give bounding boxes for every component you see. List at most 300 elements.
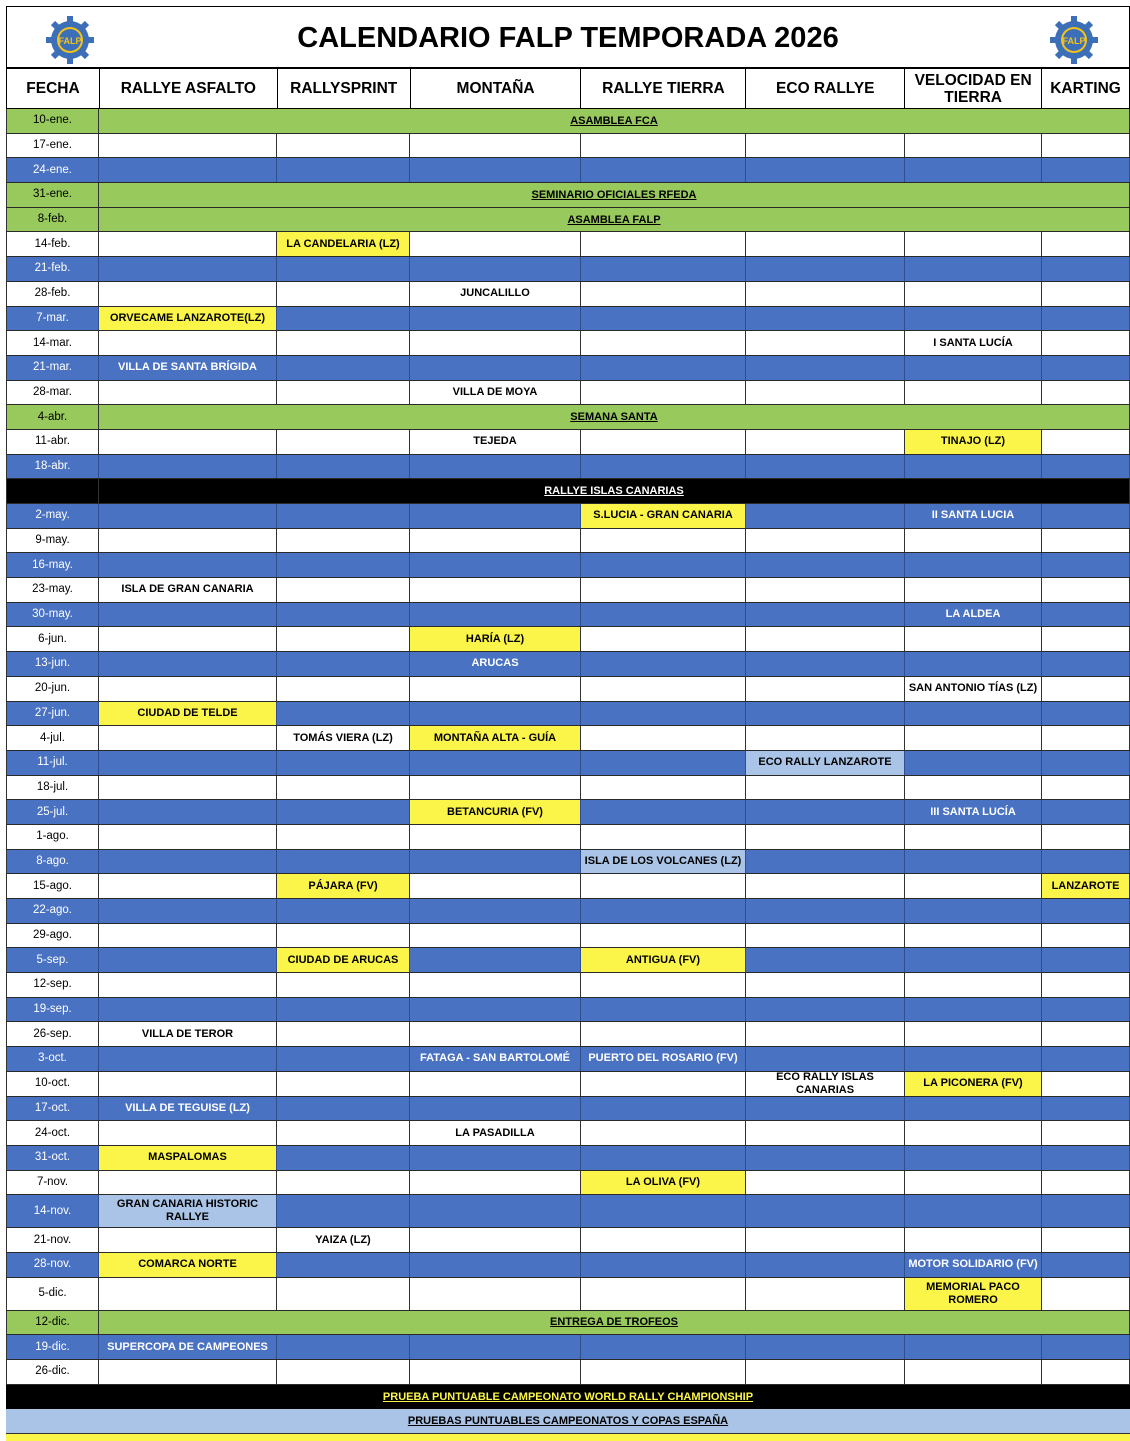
event-cell: [410, 331, 581, 355]
calendar-row: [6, 702, 1130, 727]
event-cell: [581, 1335, 746, 1359]
event-cell: [581, 973, 746, 997]
event-cell: [746, 504, 905, 528]
event-cell: [1042, 726, 1130, 750]
event-cell: TEJEDA: [410, 430, 581, 454]
event-cell: [905, 307, 1042, 331]
event-cell: [277, 677, 410, 701]
event-cell: [410, 1195, 581, 1227]
event-cell: [905, 1047, 1042, 1071]
event-cell: [277, 751, 410, 775]
calendar-row: [6, 1171, 1130, 1196]
event-cell: [746, 1278, 905, 1310]
event-cell: [277, 1146, 410, 1170]
event-cell: [1042, 134, 1130, 158]
event-cell: [905, 1171, 1042, 1195]
event-cell: VILLA DE SANTA BRÍGIDA: [99, 356, 277, 380]
event-cell: [746, 1146, 905, 1170]
row-date: 19-sep.: [6, 998, 99, 1022]
calendar-row: [6, 1228, 1130, 1253]
event-cell: [99, 430, 277, 454]
row-date: 26-dic.: [6, 1360, 99, 1384]
calendar-row: [6, 850, 1130, 875]
event-cell: MEMORIAL PACO ROMERO: [905, 1278, 1042, 1310]
event-cell: [1042, 1335, 1130, 1359]
event-cell: [277, 1278, 410, 1310]
event-cell: [1042, 603, 1130, 627]
event-cell: ECO RALLY LANZAROTE: [746, 751, 905, 775]
legend-wrc: PRUEBA PUNTUABLE CAMPEONATO WORLD RALLY CHAMPIONSHIP: [6, 1385, 1130, 1409]
event-cell: GRAN CANARIA HISTORIC RALLYE: [99, 1195, 277, 1227]
row-banner: SEMANA SANTA: [99, 405, 1130, 429]
row-date: 12-dic.: [6, 1311, 99, 1335]
event-cell: [905, 1121, 1042, 1145]
row-date: 21-feb.: [6, 257, 99, 281]
row-date: 23-may.: [6, 578, 99, 602]
event-cell: [746, 874, 905, 898]
event-cell: [99, 158, 277, 182]
event-cell: [99, 800, 277, 824]
row-banner: ASAMBLEA FCA: [99, 109, 1130, 133]
event-cell: [581, 1097, 746, 1121]
row-date: 31-oct.: [6, 1146, 99, 1170]
row-date: 24-oct.: [6, 1121, 99, 1145]
event-cell: [410, 1146, 581, 1170]
event-cell: [581, 307, 746, 331]
calendar-row: [6, 553, 1130, 578]
calendar-row: [6, 1311, 1130, 1336]
header-3: MONTAÑA: [411, 69, 582, 108]
event-cell: [99, 652, 277, 676]
row-date: 6-jun.: [6, 627, 99, 651]
event-cell: [581, 529, 746, 553]
event-cell: [581, 726, 746, 750]
event-cell: [746, 677, 905, 701]
event-cell: [410, 998, 581, 1022]
row-date: 29-ago.: [6, 924, 99, 948]
event-cell: VILLA DE TEGUISE (LZ): [99, 1097, 277, 1121]
event-cell: [1042, 553, 1130, 577]
event-cell: [746, 282, 905, 306]
event-cell: [581, 282, 746, 306]
event-cell: II SANTA LUCIA: [905, 504, 1042, 528]
event-cell: [1042, 158, 1130, 182]
event-cell: [1042, 356, 1130, 380]
event-cell: [581, 553, 746, 577]
event-cell: ECO RALLY ISLAS CANARIAS: [746, 1072, 905, 1096]
event-cell: [581, 603, 746, 627]
event-cell: [99, 381, 277, 405]
event-cell: [581, 825, 746, 849]
event-cell: [410, 356, 581, 380]
event-cell: [581, 702, 746, 726]
event-cell: [1042, 504, 1130, 528]
event-cell: [746, 1195, 905, 1227]
event-cell: [410, 825, 581, 849]
event-cell: S.LUCIA - GRAN CANARIA: [581, 504, 746, 528]
event-cell: [581, 627, 746, 651]
event-cell: [410, 751, 581, 775]
row-date: 28-nov.: [6, 1253, 99, 1277]
calendar-row: [6, 257, 1130, 282]
event-cell: [746, 998, 905, 1022]
event-cell: [905, 232, 1042, 256]
event-cell: [905, 652, 1042, 676]
event-cell: [1042, 800, 1130, 824]
event-cell: [581, 1072, 746, 1096]
event-cell: [746, 1097, 905, 1121]
event-cell: [905, 282, 1042, 306]
event-cell: ANTIGUA (FV): [581, 948, 746, 972]
event-cell: [905, 529, 1042, 553]
calendar-row: [6, 578, 1130, 603]
event-cell: [410, 776, 581, 800]
event-cell: [1042, 776, 1130, 800]
calendar-row: [6, 134, 1130, 159]
event-cell: [581, 751, 746, 775]
header-5: ECO RALLYE: [746, 69, 905, 108]
event-cell: [1042, 825, 1130, 849]
row-date: 22-ago.: [6, 899, 99, 923]
event-cell: [905, 726, 1042, 750]
title-row: [6, 6, 1130, 69]
event-cell: [581, 800, 746, 824]
row-date: 19-dic.: [6, 1335, 99, 1359]
event-cell: [410, 134, 581, 158]
event-cell: [277, 158, 410, 182]
event-cell: [746, 134, 905, 158]
event-cell: [1042, 948, 1130, 972]
event-cell: [277, 850, 410, 874]
row-date: 20-jun.: [6, 677, 99, 701]
event-cell: MONTAÑA ALTA - GUÍA: [410, 726, 581, 750]
event-cell: CIUDAD DE ARUCAS: [277, 948, 410, 972]
event-cell: [746, 1360, 905, 1384]
event-cell: [410, 948, 581, 972]
header-6: VELOCIDAD EN TIERRA: [905, 69, 1042, 108]
calendar-row: [6, 1097, 1130, 1122]
event-cell: [99, 874, 277, 898]
row-date: 24-ene.: [6, 158, 99, 182]
event-cell: [1042, 702, 1130, 726]
event-cell: [277, 825, 410, 849]
calendar-row: [6, 455, 1130, 480]
row-date: 11-jul.: [6, 751, 99, 775]
event-cell: PUERTO DEL ROSARIO (FV): [581, 1047, 746, 1071]
event-cell: [581, 1146, 746, 1170]
event-cell: [99, 1278, 277, 1310]
event-cell: [410, 529, 581, 553]
event-cell: [905, 850, 1042, 874]
calendar-row: [6, 751, 1130, 776]
event-cell: [581, 776, 746, 800]
event-cell: ISLA DE GRAN CANARIA: [99, 578, 277, 602]
calendar-row: [6, 232, 1130, 257]
event-cell: [905, 1195, 1042, 1227]
calendar-row: [6, 973, 1130, 998]
event-cell: MOTOR SOLIDARIO (FV): [905, 1253, 1042, 1277]
event-cell: LA OLIVA (FV): [581, 1171, 746, 1195]
event-cell: I SANTA LUCÍA: [905, 331, 1042, 355]
event-cell: [277, 1360, 410, 1384]
row-date: 28-feb.: [6, 282, 99, 306]
event-cell: [1042, 331, 1130, 355]
event-cell: [581, 134, 746, 158]
event-cell: [746, 1228, 905, 1252]
event-cell: [746, 331, 905, 355]
event-cell: [410, 1228, 581, 1252]
event-cell: LA PICONERA (FV): [905, 1072, 1042, 1096]
event-cell: [1042, 529, 1130, 553]
legend-spain: PRUEBAS PUNTUABLES CAMPEONATOS Y COPAS ESPAÑA: [6, 1409, 1130, 1434]
event-cell: [99, 1047, 277, 1071]
row-date: 28-mar.: [6, 381, 99, 405]
event-cell: [1042, 973, 1130, 997]
event-cell: [581, 1195, 746, 1227]
calendar-row: [6, 529, 1130, 554]
event-cell: [746, 850, 905, 874]
event-cell: [1042, 1228, 1130, 1252]
event-cell: [746, 1121, 905, 1145]
event-cell: [905, 455, 1042, 479]
event-cell: ISLA DE LOS VOLCANES (LZ): [581, 850, 746, 874]
calendar-row: [6, 183, 1130, 208]
row-date: 9-may.: [6, 529, 99, 553]
row-date: 21-nov.: [6, 1228, 99, 1252]
event-cell: [277, 800, 410, 824]
event-cell: CIUDAD DE TELDE: [99, 702, 277, 726]
row-date: 14-mar.: [6, 331, 99, 355]
event-cell: [99, 1228, 277, 1252]
event-cell: [581, 158, 746, 182]
row-date: 12-sep.: [6, 973, 99, 997]
calendar-row: [6, 1121, 1130, 1146]
row-date: 3-oct.: [6, 1047, 99, 1071]
event-cell: [1042, 924, 1130, 948]
calendar-row: [6, 331, 1130, 356]
event-cell: [410, 1360, 581, 1384]
event-cell: [99, 553, 277, 577]
event-cell: [1042, 677, 1130, 701]
event-cell: [410, 603, 581, 627]
event-cell: [746, 1253, 905, 1277]
event-cell: MASPALOMAS: [99, 1146, 277, 1170]
event-cell: [746, 973, 905, 997]
row-date: 30-may.: [6, 603, 99, 627]
event-cell: [277, 1335, 410, 1359]
calendar-row: [6, 1195, 1130, 1228]
event-cell: [746, 652, 905, 676]
calendar-row: [6, 356, 1130, 381]
event-cell: [905, 776, 1042, 800]
calendar-row: [6, 1146, 1130, 1171]
event-cell: [410, 455, 581, 479]
row-date: 8-ago.: [6, 850, 99, 874]
event-cell: [277, 282, 410, 306]
row-date: 31-ene.: [6, 183, 99, 207]
calendar-row: [6, 899, 1130, 924]
event-cell: [1042, 751, 1130, 775]
row-date: 25-jul.: [6, 800, 99, 824]
calendar-row: [6, 948, 1130, 973]
event-cell: [410, 677, 581, 701]
event-cell: YAIZA (LZ): [277, 1228, 410, 1252]
event-cell: [99, 677, 277, 701]
event-cell: [746, 776, 905, 800]
event-cell: III SANTA LUCÍA: [905, 800, 1042, 824]
event-cell: [905, 381, 1042, 405]
event-cell: [581, 1022, 746, 1046]
row-date: 2-may.: [6, 504, 99, 528]
row-date: 17-oct.: [6, 1097, 99, 1121]
event-cell: [277, 1072, 410, 1096]
event-cell: [746, 1335, 905, 1359]
event-cell: [277, 257, 410, 281]
calendar-row: [6, 874, 1130, 899]
event-cell: [277, 1253, 410, 1277]
event-cell: FATAGA - SAN BARTOLOMÉ: [410, 1047, 581, 1071]
event-cell: [746, 948, 905, 972]
event-cell: [99, 504, 277, 528]
event-cell: [99, 1360, 277, 1384]
event-cell: [1042, 455, 1130, 479]
row-date: 10-oct.: [6, 1072, 99, 1096]
event-cell: [905, 1146, 1042, 1170]
event-cell: [410, 1171, 581, 1195]
event-cell: [581, 455, 746, 479]
event-cell: [581, 998, 746, 1022]
event-cell: [746, 578, 905, 602]
event-cell: HARÍA (LZ): [410, 627, 581, 651]
calendar-row: [6, 158, 1130, 183]
event-cell: [905, 948, 1042, 972]
event-cell: [99, 455, 277, 479]
event-cell: [905, 257, 1042, 281]
row-date: 7-mar.: [6, 307, 99, 331]
event-cell: [905, 924, 1042, 948]
calendar-row: [6, 282, 1130, 307]
event-cell: [277, 1047, 410, 1071]
event-cell: [277, 455, 410, 479]
event-cell: [746, 307, 905, 331]
event-cell: [277, 529, 410, 553]
event-cell: [1042, 381, 1130, 405]
event-cell: [581, 899, 746, 923]
event-cell: [746, 529, 905, 553]
event-cell: [581, 924, 746, 948]
event-cell: [746, 627, 905, 651]
event-cell: [581, 578, 746, 602]
calendar-row: [6, 603, 1130, 628]
event-cell: [410, 232, 581, 256]
event-cell: [905, 356, 1042, 380]
event-cell: [1042, 307, 1130, 331]
calendar-row: [6, 800, 1130, 825]
event-cell: [905, 158, 1042, 182]
row-date: 26-sep.: [6, 1022, 99, 1046]
event-cell: [1042, 627, 1130, 651]
header-4: RALLYE TIERRA: [581, 69, 746, 108]
calendar-row: [6, 1360, 1130, 1385]
row-banner: SEMINARIO OFICIALES RFEDA: [99, 183, 1130, 207]
event-cell: [581, 430, 746, 454]
row-date: 7-nov.: [6, 1171, 99, 1195]
event-cell: [746, 455, 905, 479]
row-date: [6, 479, 99, 503]
event-cell: [410, 578, 581, 602]
header-0: FECHA: [7, 69, 100, 108]
event-cell: [581, 356, 746, 380]
event-cell: [1042, 257, 1130, 281]
event-cell: BETANCURIA (FV): [410, 800, 581, 824]
event-cell: [410, 158, 581, 182]
event-cell: [277, 776, 410, 800]
calendar-row: [6, 1278, 1130, 1311]
event-cell: [99, 751, 277, 775]
event-cell: [99, 134, 277, 158]
row-date: 1-ago.: [6, 825, 99, 849]
event-cell: ARUCAS: [410, 652, 581, 676]
row-date: 13-jun.: [6, 652, 99, 676]
event-cell: [581, 1253, 746, 1277]
event-cell: [905, 973, 1042, 997]
event-cell: [99, 973, 277, 997]
event-cell: [277, 1195, 410, 1227]
calendar-row: [6, 998, 1130, 1023]
row-date: 4-abr.: [6, 405, 99, 429]
event-cell: [746, 726, 905, 750]
event-cell: [1042, 850, 1130, 874]
event-cell: [581, 331, 746, 355]
event-cell: [277, 1171, 410, 1195]
event-cell: PÁJARA (FV): [277, 874, 410, 898]
event-cell: [99, 1171, 277, 1195]
row-date: 16-may.: [6, 553, 99, 577]
event-cell: [410, 924, 581, 948]
event-cell: VILLA DE MOYA: [410, 381, 581, 405]
event-cell: [1042, 998, 1130, 1022]
event-cell: [410, 553, 581, 577]
event-cell: [410, 1097, 581, 1121]
event-cell: [581, 677, 746, 701]
event-cell: [277, 578, 410, 602]
calendar-row: [6, 825, 1130, 850]
event-cell: [905, 1097, 1042, 1121]
event-cell: [746, 899, 905, 923]
legend-yellow-bar: [6, 1434, 1130, 1441]
event-cell: [277, 553, 410, 577]
event-cell: LA ALDEA: [905, 603, 1042, 627]
calendar-row: [6, 1253, 1130, 1278]
event-cell: [581, 1121, 746, 1145]
calendar-row: [6, 1022, 1130, 1047]
calendar-row: [6, 1072, 1130, 1097]
event-cell: [746, 232, 905, 256]
event-cell: [277, 504, 410, 528]
gear-logo-icon: [1049, 15, 1099, 65]
row-banner: ASAMBLEA FALP: [99, 208, 1130, 232]
event-cell: [905, 578, 1042, 602]
row-date: 21-mar.: [6, 356, 99, 380]
event-cell: [277, 924, 410, 948]
event-cell: [277, 603, 410, 627]
event-cell: [1042, 1253, 1130, 1277]
event-cell: [746, 924, 905, 948]
calendar-row: [6, 381, 1130, 406]
header-1: RALLYE ASFALTO: [100, 69, 278, 108]
event-cell: [746, 381, 905, 405]
event-cell: [1042, 430, 1130, 454]
